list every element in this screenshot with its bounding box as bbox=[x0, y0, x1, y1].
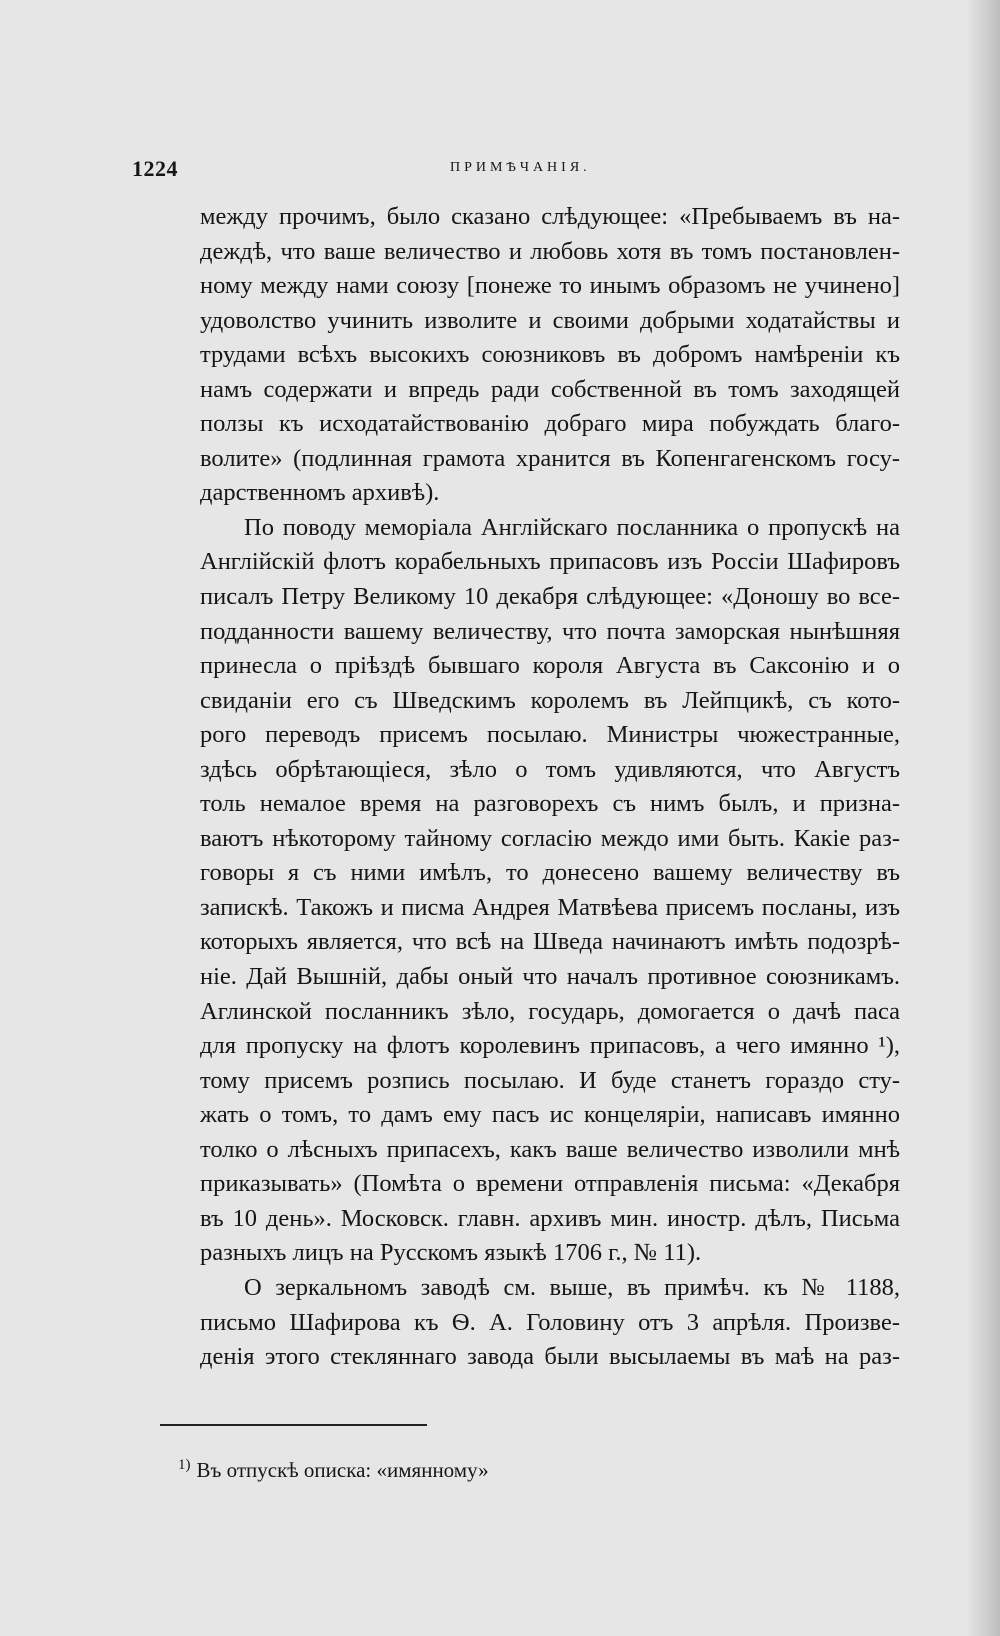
page-header bbox=[132, 156, 914, 186]
text-line: По поводу меморіала Англійскаго посланника о пропускѣ на bbox=[244, 513, 900, 541]
text-line: ніе. Дай Вышній, дабы оный что началъ противное союзникамъ. bbox=[200, 963, 900, 991]
text-line: подданности вашему величеству, что почта заморская нынѣшняя bbox=[200, 617, 900, 645]
text-line: О зеркальномъ заводѣ см. выше, въ примѣч. къ № 1188, bbox=[244, 1273, 900, 1301]
text-line: которыхъ является, что всѣ на Шведа начинаютъ имѣть подозрѣ- bbox=[200, 928, 900, 956]
footnote-marker: 1) bbox=[178, 1457, 191, 1473]
body-text bbox=[200, 200, 900, 1375]
text-line: толко о лѣсныхъ припасехъ, какъ ваше величество изволили мнѣ bbox=[200, 1135, 900, 1163]
text-line: ползы къ исходатайствованію добраго мира побуждать благо- bbox=[200, 410, 900, 438]
running-head: ПРИМѢЧАНІЯ. bbox=[450, 160, 591, 175]
footnote bbox=[178, 1450, 489, 1485]
footnote-text: Въ отпускѣ описка: «имянному» bbox=[196, 1458, 489, 1482]
page-number: 1224 bbox=[132, 156, 178, 181]
text-line: разныхъ лицъ на Русскомъ языкѣ 1706 г., № 11). bbox=[200, 1239, 702, 1267]
text-line: волите» (подлинная грамота хранится въ Копенгагенскомъ госу- bbox=[200, 444, 900, 472]
text-line: рого переводъ присемъ посылаю. Министры чюжестранные, bbox=[200, 721, 900, 749]
text-line: жать о томъ, то дамъ ему пасъ ис концеляріи, написавъ имянно bbox=[200, 1101, 900, 1129]
text-line: говоры я съ ними имѣлъ, то донесено вашему величеству въ bbox=[200, 859, 900, 887]
text-line: удоволство учинить изволите и своими добрыми ходатайствы и bbox=[200, 306, 900, 334]
text-line: принесла о пріѣздѣ бывшаго короля Августа въ Саксонію и о bbox=[200, 652, 900, 680]
text-line: запискѣ. Такожъ и писма Андрея Матвѣева присемъ посланы, изъ bbox=[200, 893, 900, 921]
text-line: здѣсь обрѣтающіеся, зѣло о томъ удивляются, что Августъ bbox=[200, 755, 900, 783]
text-line: дарственномъ архивѣ). bbox=[200, 479, 440, 507]
text-line: писалъ Петру Великому 10 декабря слѣдующее: «Доношу во все- bbox=[200, 583, 900, 611]
text-line: толь немалое время на разговорехъ съ нимъ былъ, и призна- bbox=[200, 790, 900, 818]
text-line: между прочимъ, было сказано слѣдующее: «Пребываемъ въ на- bbox=[200, 203, 900, 230]
text-line: Англійскій флотъ корабельныхъ припасовъ изъ Россіи Шафировъ bbox=[200, 548, 900, 576]
text-line: въ 10 день». Московск. главн. архивъ мин. иностр. дѣлъ, Письма bbox=[200, 1204, 900, 1232]
text-line: намъ содержати и впредь ради собственной въ томъ заходящей bbox=[200, 375, 900, 403]
text-line: трудами всѣхъ высокихъ союзниковъ въ добромъ намѣреніи къ bbox=[200, 341, 900, 369]
text-line: ному между нами союзу [понеже то инымъ образомъ не учинено] bbox=[200, 272, 900, 300]
text-line: тому присемъ розпись посылаю. И буде станетъ гораздо сту- bbox=[200, 1066, 900, 1094]
text-line: Аглинской посланникъ зѣло, государь, домогается о дачѣ паса bbox=[200, 997, 900, 1025]
text-line: ваютъ нѣкоторому тайному согласію междо ими быть. Какіе раз- bbox=[200, 824, 900, 852]
text-line: денія этого стекляннаго завода были высылаемы въ маѣ на раз- bbox=[200, 1343, 900, 1371]
footnote-rule bbox=[160, 1424, 427, 1426]
text-line: деждѣ, что ваше величество и любовь хотя въ томъ постановлен- bbox=[200, 237, 900, 265]
text-line: письмо Шафирова къ Ѳ. А. Головину отъ 3 апрѣля. Произве- bbox=[200, 1308, 900, 1336]
text-line: для пропуску на флотъ королевинъ припасовъ, а чего имянно ¹), bbox=[200, 1032, 900, 1060]
text-line: приказывать» (Помѣта о времени отправленія письма: «Декабря bbox=[200, 1170, 900, 1198]
text-line: свиданіи его съ Шведскимъ королемъ въ Лейпцикѣ, съ кото- bbox=[200, 686, 900, 714]
page-edge-shadow bbox=[966, 0, 1000, 1636]
